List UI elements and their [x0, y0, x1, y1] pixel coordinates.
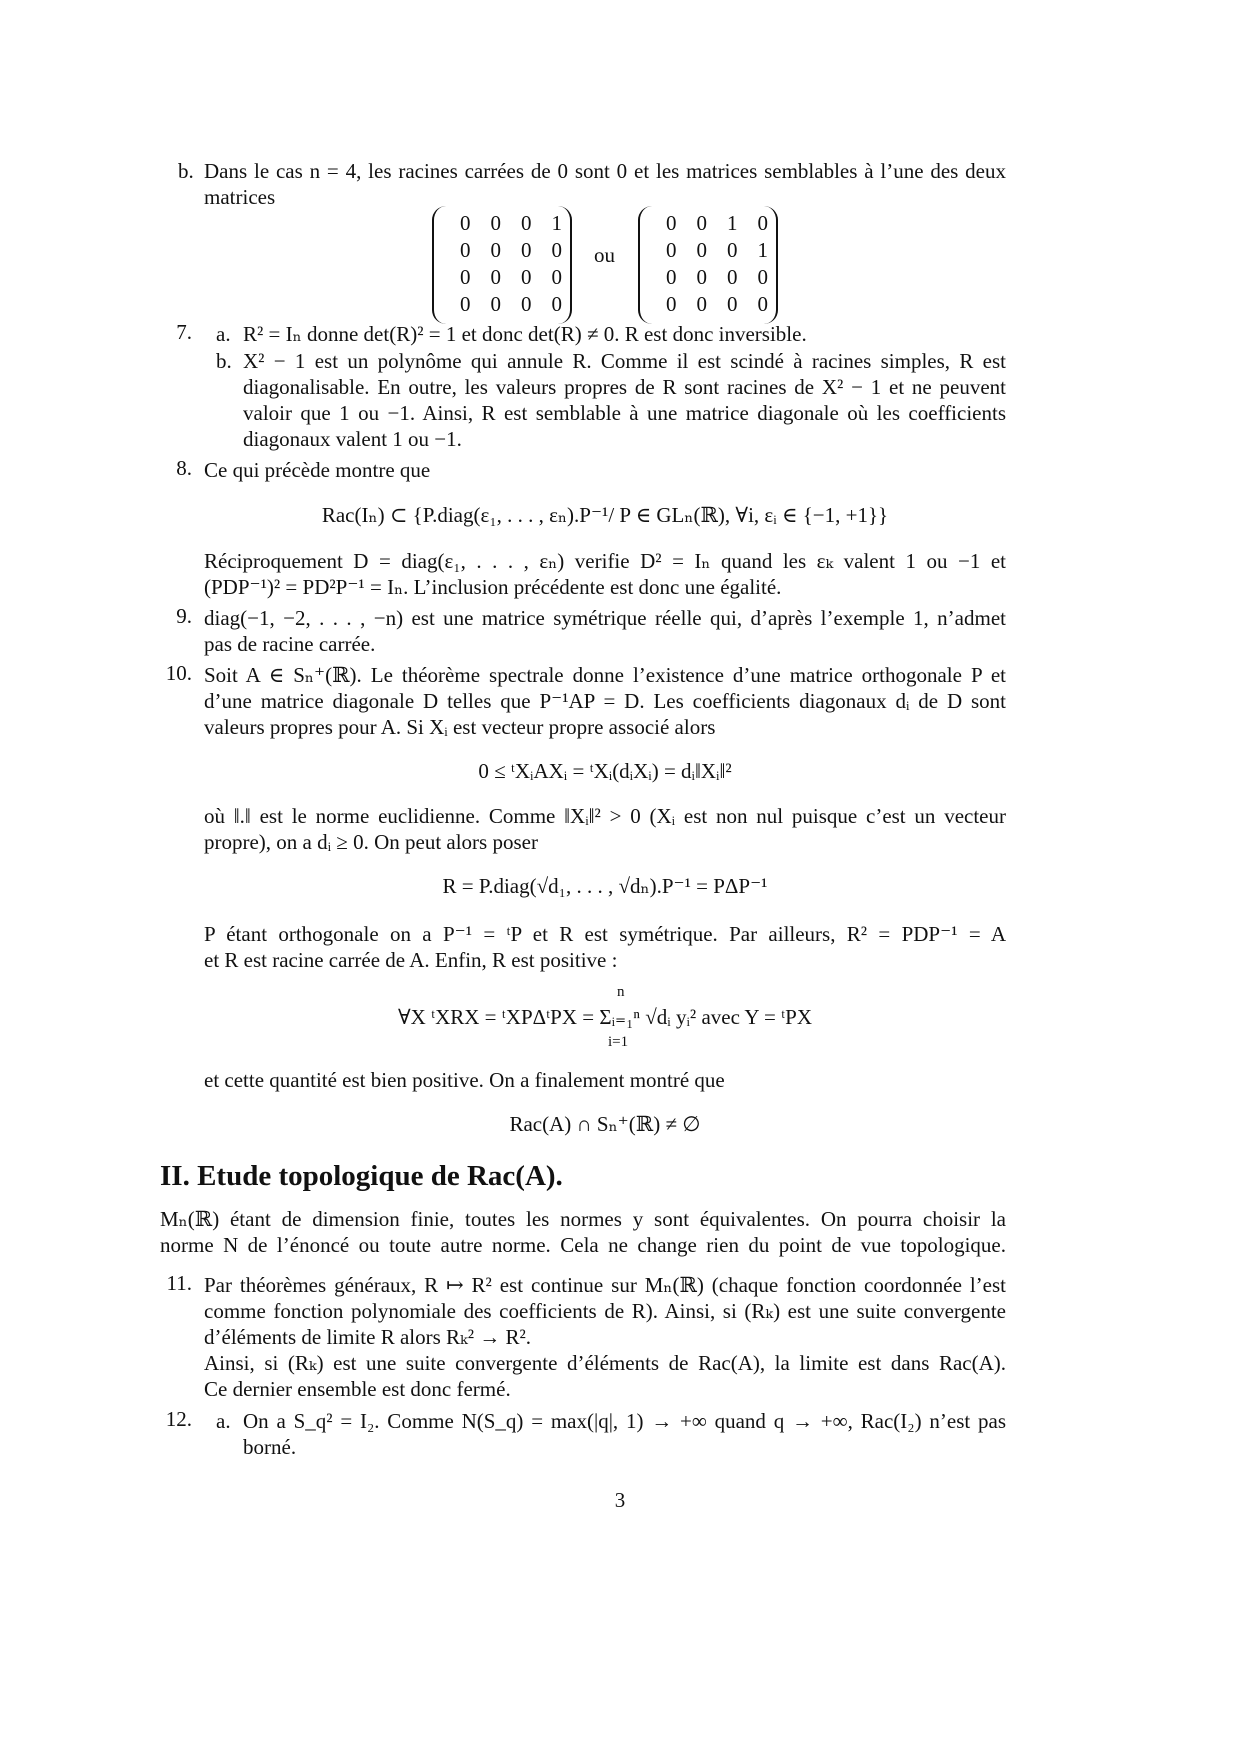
item-10-line: valeurs propres pour A. Si Xᵢ est vecteur propre associé alors [204, 715, 716, 739]
item-10-number: 10. [165, 661, 192, 685]
item-7b-line: diagonalisable. En outre, les valeurs propres de R sont racines de X² − 1 et ne peuvent [243, 375, 1006, 399]
item-11-line: Par théorèmes généraux, R ↦ R² est continue sur Mₙ(ℝ) (chaque fonction coordonnée l’est [204, 1273, 1006, 1297]
section-2-intro: Mₙ(ℝ) étant de dimension finie, toutes les normes y sont équivalentes. On pourra choisir la [160, 1207, 1006, 1231]
matrix-2-left-paren [638, 206, 654, 324]
item-11-line: Ce dernier ensemble est donc fermé. [204, 1377, 511, 1401]
item-8-line: Réciproquement D = diag(ε₁, . . . , εₙ) verifie D² = Iₙ quand les εₖ valent 1 ou −1 et [204, 549, 1006, 573]
matrix-2-table: 0 0 1 0 0 0 0 1 0 0 0 0 0 0 0 0 [666, 211, 768, 316]
or-word: ou [594, 243, 615, 267]
item-10-line: où ‖.‖ est le norme euclidienne. Comme ‖Xᵢ‖² > 0 (Xᵢ est non nul puisque c’est un vecteur [204, 804, 1006, 828]
section-2-intro: norme N de l’énoncé ou toute autre norme. Cela ne change rien du point de vue topologique. [160, 1233, 1006, 1257]
item-8-number: 8. [176, 456, 192, 480]
item-6b-line2: matrices [204, 185, 276, 209]
item-10-formula-3: ∀X ᵗXRX = ᵗXPΔᵗPX = Σᵢ₌₁ⁿ √dᵢ yᵢ² avec Y = ᵗPX [397, 1005, 812, 1029]
matrix-1-table: 0 0 0 1 0 0 0 0 0 0 0 0 0 0 0 0 [460, 211, 562, 316]
item-7b-label: b. [216, 349, 232, 373]
item-7a-text: R² = Iₙ donne det(R)² = 1 et donc det(R) ≠ 0. R est donc inversible. [243, 322, 807, 346]
item-10-line: et cette quantité est bien positive. On a finalement montré que [204, 1068, 725, 1092]
item-12-number: 12. [165, 1407, 192, 1431]
matrix-2 [638, 206, 778, 324]
item-10-line: P étant orthogonale on a P⁻¹ = ᵗP et R est symétrique. Par ailleurs, R² = PDP⁻¹ = A [204, 922, 1006, 946]
item-10-line: propre), on a dᵢ ≥ 0. On peut alors poser [204, 830, 538, 854]
item-12a-line: borné. [243, 1435, 297, 1459]
item-7b-line: diagonaux valent 1 ou −1. [243, 427, 462, 451]
item-8-formula: Rac(Iₙ) ⊂ {P.diag(ε₁, . . . , εₙ).P⁻¹/ P ∈ GLₙ(ℝ), ∀i, εᵢ ∈ {−1, +1}} [321, 503, 889, 527]
item-9-line: pas de racine carrée. [204, 632, 376, 656]
item-8-intro: Ce qui précède montre que [204, 458, 431, 482]
item-6b-label: b. [178, 159, 194, 183]
item-8-line: (PDP⁻¹)² = PD²P⁻¹ = Iₙ. L’inclusion précédente est donc une égalité. [204, 575, 782, 599]
item-10-formula-2: R = P.diag(√d₁, . . . , √dₙ).P⁻¹ = PΔP⁻¹ [442, 874, 768, 898]
item-10-formula-4: Rac(A) ∩ Sₙ⁺(ℝ) ≠ ∅ [509, 1112, 701, 1136]
item-11-line: Ainsi, si (Rₖ) est une suite convergente d’éléments de Rac(A), la limite est dans Rac(A). [204, 1351, 1006, 1375]
item-7-number: 7. [176, 320, 192, 344]
item-12a-line: On a S_q² = I₂. Comme N(S_q) = max(|q|, 1) → +∞ quand q → +∞, Rac(I₂) n’est pas [243, 1409, 1006, 1433]
item-11-line: d’éléments de limite R alors Rₖ² → R². [204, 1325, 532, 1349]
item-7b-line: valoir que 1 ou −1. Ainsi, R est semblable à une matrice diagonale où les coefficients [243, 401, 1006, 425]
matrix-2-right-paren [762, 206, 778, 324]
matrix-1 [432, 206, 572, 324]
matrix-1-right-paren [556, 206, 572, 324]
item-9-line: diag(−1, −2, . . . , −n) est une matrice symétrique réelle qui, d’après l’exemple 1, n’admet [204, 606, 1006, 630]
item-7b-line: X² − 1 est un polynôme qui annule R. Comme il est scindé à racines simples, R est [243, 349, 1006, 373]
sum-upper-bound: n [617, 984, 625, 1000]
item-9-number: 9. [176, 604, 192, 628]
item-11-line: comme fonction polynomiale des coefficients de R). Ainsi, si (Rₖ) est une suite convergente [204, 1299, 1006, 1323]
item-11-number: 11. [166, 1271, 192, 1295]
item-7a-label: a. [216, 322, 231, 346]
sum-lower-bound: i=1 [608, 1034, 629, 1050]
item-10-formula-1: 0 ≤ ᵗXᵢAXᵢ = ᵗXᵢ(dᵢXᵢ) = dᵢ‖Xᵢ‖² [478, 759, 732, 783]
section-2-title: II. Etude topologique de Rac(A). [160, 1160, 563, 1192]
item-10-line: Soit A ∈ Sₙ⁺(ℝ). Le théorème spectrale donne l’existence d’une matrice orthogonale P et [204, 663, 1006, 687]
matrix-1-left-paren [432, 206, 448, 324]
item-6b-line1: Dans le cas n = 4, les racines carrées de 0 sont 0 et les matrices semblables à l’une des deux [204, 159, 1006, 183]
page-number: 3 [614, 1488, 626, 1512]
item-10-line: d’une matrice diagonale D telles que P⁻¹AP = D. Les coefficients diagonaux dᵢ de D sont [204, 689, 1006, 713]
item-12a-label: a. [216, 1409, 231, 1433]
item-10-line: et R est racine carrée de A. Enfin, R est positive : [204, 948, 618, 972]
